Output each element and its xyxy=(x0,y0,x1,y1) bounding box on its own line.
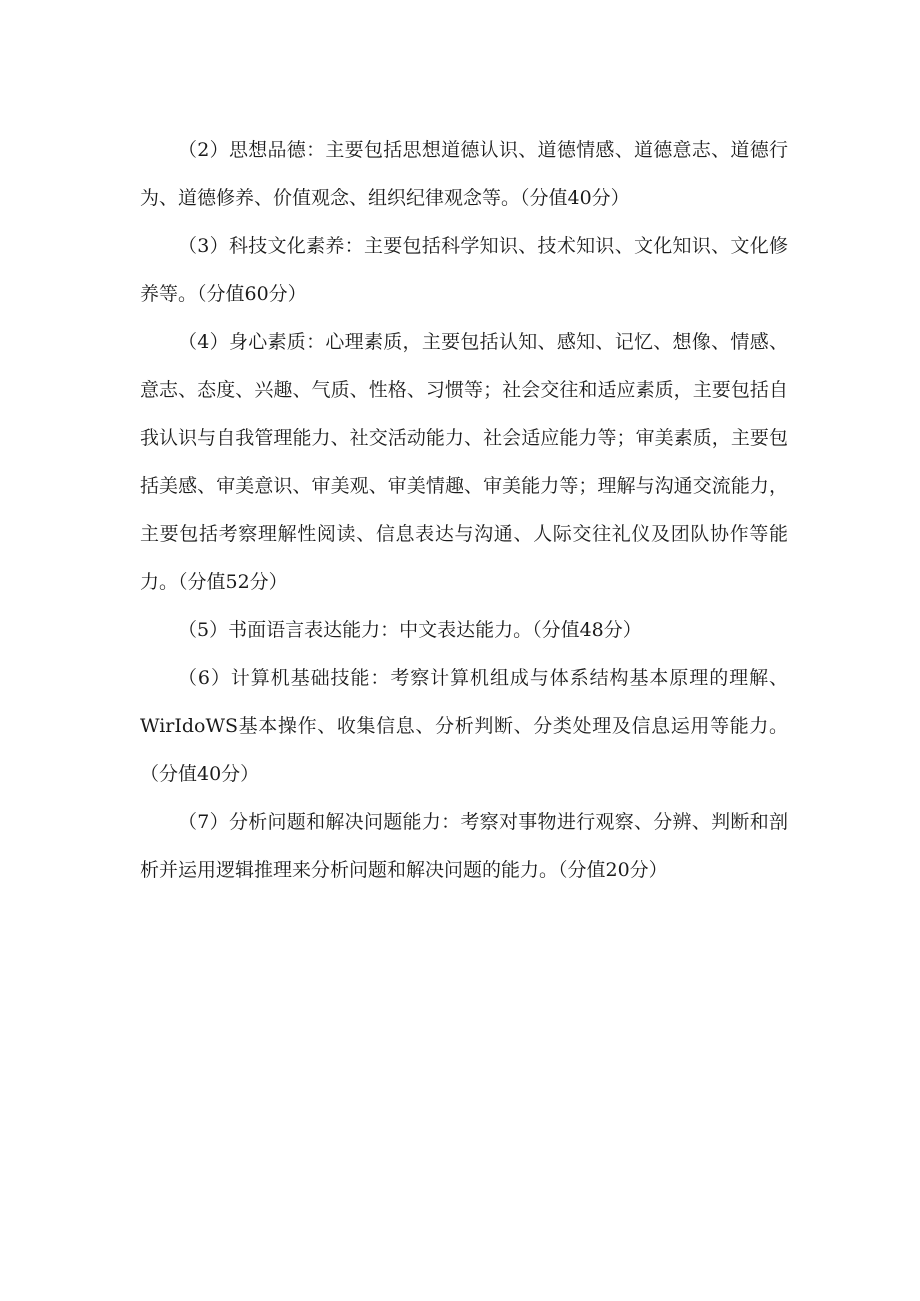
paragraph-item-4: （4）身心素质：心理素质，主要包括认知、感知、记忆、想像、情感、意志、态度、兴趣、气质、性格、习惯等；社会交往和适应素质，主要包括自我认识与自我管理能力、社交活动能力、社会适应能力等；审美素质，主要包括美感、审美意识、审美观、审美情趣、审美能力等；理解与沟通交流能力，主要包括考察理解性阅读、信息表达与沟通、人际交往礼仪及团队协作等能力。（分值52分） xyxy=(140,331,788,593)
paragraph-item-7: （7）分析问题和解决问题能力：考察对事物进行观察、分辨、判断和剖析并运用逻辑推理来分析问题和解决问题的能力。（分值20分） xyxy=(140,811,788,881)
paragraph-item-6: （6）计算机基础技能：考察计算机组成与体系结构基本原理的理解、WirIdoWS基本操作、收集信息、分析判断、分类处理及信息运用等能力。（分值40分） xyxy=(140,667,788,785)
paragraph-item-2: （2）思想品德：主要包括思想道德认识、道德情感、道德意志、道德行为、道德修养、价值观念、组织纪律观念等。（分值40分） xyxy=(140,139,788,209)
paragraph-item-5: （5）书面语言表达能力：中文表达能力。（分值48分） xyxy=(178,619,642,641)
paragraph-item-3: （3）科技文化素养：主要包括科学知识、技术知识、文化知识、文化修养等。（分值60分） xyxy=(140,235,788,305)
document-body xyxy=(140,126,788,894)
